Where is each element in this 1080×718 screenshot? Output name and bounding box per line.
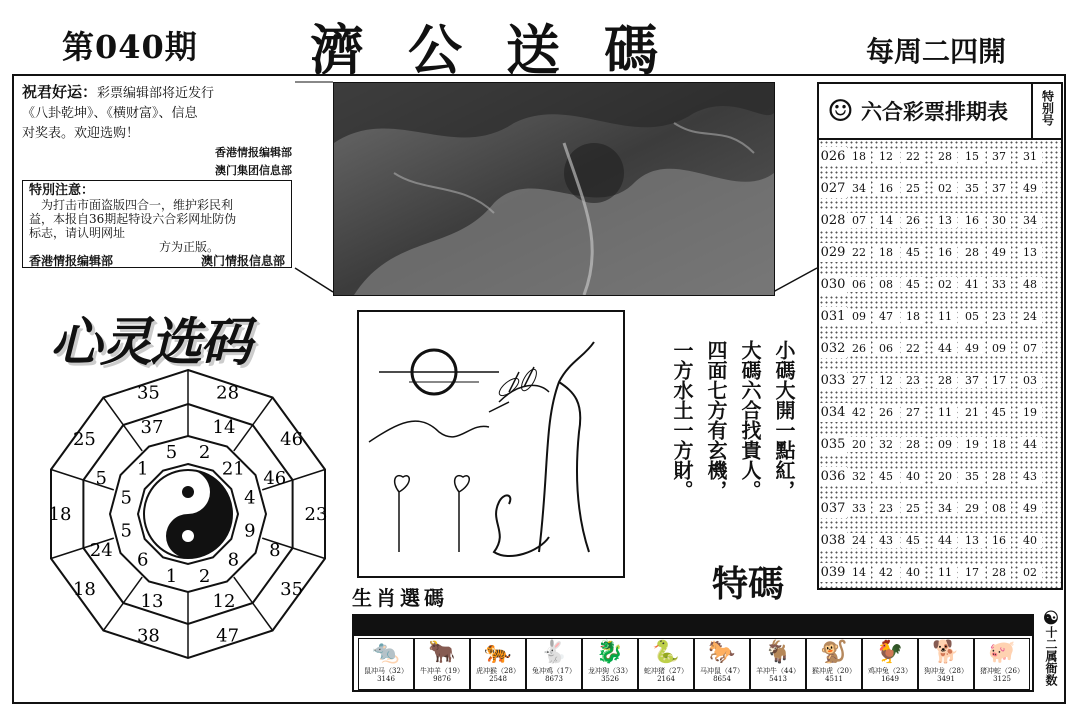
wheel-number-middle: 37 <box>140 417 164 439</box>
number-cell: 40 <box>901 565 925 580</box>
monkey-icon: 🐒 <box>820 640 848 665</box>
special-number-cell: 43 <box>1018 469 1042 484</box>
table-row <box>819 300 1061 332</box>
number-cell: 30 <box>987 213 1011 228</box>
number-cell: 06 <box>874 341 898 356</box>
number-cell: 45 <box>901 245 925 260</box>
zodiac-cell <box>638 638 694 690</box>
wheel-number-inner: 9 <box>244 520 256 542</box>
period-cell: 028 <box>820 212 846 228</box>
number-cell: 18 <box>874 245 898 260</box>
notice-line3: 对奖表。欢迎选购！ <box>22 126 140 141</box>
number-cell: 25 <box>901 501 925 516</box>
number-cell: 27 <box>847 373 871 388</box>
special-number-cell: 07 <box>1018 341 1042 356</box>
special-number-cell: 40 <box>1018 533 1042 548</box>
zodiac-cell <box>414 638 470 690</box>
period-cell: 026 <box>820 148 846 164</box>
number-cell: 26 <box>874 405 898 420</box>
zodiac-cell <box>750 638 806 690</box>
number-cell: 25 <box>901 181 925 196</box>
zodiac-cell <box>358 638 414 690</box>
zodiac-number: 8673 <box>545 675 563 683</box>
number-cell: 45 <box>874 469 898 484</box>
number-cell: 26 <box>847 341 871 356</box>
period-cell: 033 <box>820 372 846 388</box>
number-cell: 16 <box>874 181 898 196</box>
zodiac-label: 羊冲牛（44） <box>756 667 800 675</box>
special-number-cell: 24 <box>1018 309 1042 324</box>
zodiac-cell <box>918 638 974 690</box>
zodiac-label: 猪冲蛇（26） <box>980 667 1024 675</box>
wheel-number-inner: 2 <box>198 565 211 587</box>
notice-signature-1: 香港情报编辑部 <box>215 146 292 159</box>
wheel-number-middle: 24 <box>89 540 113 561</box>
notice-signature-2: 澳门集团信息部 <box>215 164 292 177</box>
wheel-number-outer: 47 <box>216 625 240 647</box>
table-row <box>819 332 1061 364</box>
table-row <box>819 172 1061 204</box>
special-notice-line3: 标志，请认明网址 <box>29 226 126 240</box>
pig-icon: 🐖 <box>988 640 1016 665</box>
number-cell: 12 <box>874 149 898 164</box>
wheel-number-middle: 14 <box>212 417 236 439</box>
zodiac-label: 鸡冲兔（23） <box>868 667 912 675</box>
period-cell: 036 <box>820 468 846 484</box>
rat-icon: 🐀 <box>372 640 400 665</box>
number-cell: 17 <box>987 373 1011 388</box>
wheel-number-outer: 25 <box>72 428 96 450</box>
wheel-number-outer: 28 <box>216 382 240 404</box>
table-row <box>819 140 1061 172</box>
zodiac-cell <box>862 638 918 690</box>
special-number-cell: 34 <box>1018 213 1042 228</box>
zodiac-label: 兔冲鸡（17） <box>532 667 576 675</box>
rooster-icon: 🐓 <box>876 640 904 665</box>
monk-icon: ☺ <box>827 94 854 129</box>
wheel-number-outer: 18 <box>72 579 96 601</box>
number-cell: 22 <box>847 245 871 260</box>
issue-number: 第040期 <box>62 28 198 66</box>
number-cell: 08 <box>874 277 898 292</box>
number-cell: 16 <box>960 213 984 228</box>
number-cell: 29 <box>960 501 984 516</box>
zodiac-number: 3125 <box>993 675 1011 683</box>
special-number-cell: 49 <box>1018 181 1042 196</box>
special-notice-sig-right: 澳门情报信息部 <box>200 254 285 268</box>
number-cell: 41 <box>960 277 984 292</box>
ink-painting-image <box>333 82 775 296</box>
horse-icon: 🐎 <box>708 640 736 665</box>
poem-col-1: 小碼大開一點紅， <box>772 340 796 500</box>
number-cell: 13 <box>960 533 984 548</box>
number-cell: 28 <box>933 373 957 388</box>
wheel-number-middle: 13 <box>140 590 164 612</box>
wheel-number-outer: 35 <box>136 382 160 404</box>
wheel-number-middle: 12 <box>212 590 236 612</box>
poem-col-3: 四面七方有玄機， <box>704 340 728 500</box>
period-cell: 030 <box>820 276 846 292</box>
number-cell: 28 <box>960 245 984 260</box>
number-cell: 12 <box>874 373 898 388</box>
wheel-number-inner: 21 <box>221 458 245 480</box>
table-row <box>819 236 1061 268</box>
dog-icon: 🐕 <box>932 640 960 665</box>
period-cell: 035 <box>820 436 846 452</box>
number-cell: 23 <box>874 501 898 516</box>
number-cell: 19 <box>960 437 984 452</box>
number-cell: 27 <box>901 405 925 420</box>
number-cell: 43 <box>874 533 898 548</box>
number-cell: 44 <box>933 533 957 548</box>
wheel-number-outer: 35 <box>280 579 304 601</box>
ox-icon: 🐂 <box>428 640 456 665</box>
table-row <box>819 492 1061 524</box>
number-cell: 22 <box>901 149 925 164</box>
zodiac-label: 龙冲狗（33） <box>588 667 632 675</box>
period-cell: 029 <box>820 244 846 260</box>
number-cell: 37 <box>987 181 1011 196</box>
wheel-number-inner: 5 <box>120 520 132 542</box>
special-number-cell: 02 <box>1018 565 1042 580</box>
number-cell: 45 <box>987 405 1011 420</box>
draw-frequency: 每周二四開 <box>866 35 1007 68</box>
number-cell: 28 <box>901 437 925 452</box>
number-cell: 02 <box>933 277 957 292</box>
special-notice-sig-left: 香港情报编辑部 <box>29 254 114 268</box>
number-cell: 13 <box>933 213 957 228</box>
table-row <box>819 460 1061 492</box>
number-cell: 20 <box>933 469 957 484</box>
wheel-number-inner: 6 <box>136 549 149 571</box>
zodiac-number: 2164 <box>657 675 675 683</box>
zodiac-cell <box>582 638 638 690</box>
period-cell: 034 <box>820 404 846 420</box>
wheel-number-inner: 4 <box>244 487 256 509</box>
number-cell: 34 <box>847 181 871 196</box>
special-number-cell: 03 <box>1018 373 1042 388</box>
zodiac-cell <box>470 638 526 690</box>
zodiac-number: 5413 <box>769 675 787 683</box>
number-cell: 24 <box>847 533 871 548</box>
number-cell: 21 <box>960 405 984 420</box>
table-row <box>819 428 1061 460</box>
table-row <box>819 524 1061 556</box>
table-grid <box>817 140 1063 590</box>
special-number-cell: 44 <box>1018 437 1042 452</box>
number-cell: 34 <box>933 501 957 516</box>
special-number-cell: 13 <box>1018 245 1042 260</box>
notice-line1: 彩票编辑部将近发行 <box>97 86 215 101</box>
zodiac-number: 4511 <box>825 675 843 683</box>
number-cell: 14 <box>847 565 871 580</box>
number-cell: 16 <box>933 245 957 260</box>
yin-yang-center-icon <box>144 470 232 558</box>
table-title <box>817 82 1033 140</box>
number-cell: 15 <box>960 149 984 164</box>
table-row <box>819 396 1061 428</box>
number-cell: 18 <box>987 437 1011 452</box>
number-cell: 42 <box>847 405 871 420</box>
number-cell: 47 <box>874 309 898 324</box>
wheel-number-inner: 8 <box>227 549 240 571</box>
zodiac-number: 2548 <box>489 675 507 683</box>
snake-icon: 🐍 <box>652 640 680 665</box>
zodiac-label: 马冲鼠（47） <box>700 667 744 675</box>
wheel-number-outer: 38 <box>136 625 160 647</box>
number-cell: 40 <box>901 469 925 484</box>
zodiac-label: 虎冲猴（28） <box>476 667 520 675</box>
special-number-cell: 49 <box>1018 501 1042 516</box>
zodiac-strip-bar <box>354 616 1032 636</box>
number-cell: 23 <box>987 309 1011 324</box>
zodiac-label: 鼠冲马（32） <box>364 667 408 675</box>
number-cell: 02 <box>933 181 957 196</box>
number-cell: 22 <box>901 341 925 356</box>
wheel-number-outer: 23 <box>304 504 328 525</box>
zodiac-number: 3526 <box>601 675 619 683</box>
zodiac-number: 3491 <box>937 675 955 683</box>
wheel-number-inner: 2 <box>198 442 211 464</box>
table-row <box>819 268 1061 300</box>
zodiac-number: 8654 <box>713 675 731 683</box>
number-cell: 44 <box>933 341 957 356</box>
zodiac-number: 1649 <box>881 675 899 683</box>
table-row <box>819 556 1061 588</box>
number-cell: 16 <box>987 533 1011 548</box>
goat-icon: 🐐 <box>764 640 792 665</box>
number-cell: 05 <box>960 309 984 324</box>
zodiac-number: 9876 <box>433 675 451 683</box>
dragon-icon: 🐉 <box>596 640 624 665</box>
zodiac-label: 猴冲虎（20） <box>812 667 856 675</box>
period-cell: 032 <box>820 340 846 356</box>
zodiac-cell <box>974 638 1030 690</box>
number-cell: 49 <box>960 341 984 356</box>
wheel-number-inner: 5 <box>165 442 178 464</box>
number-cell: 32 <box>847 469 871 484</box>
wheel-number-outer: 46 <box>280 428 304 450</box>
number-cell: 45 <box>901 533 925 548</box>
number-cell: 11 <box>933 565 957 580</box>
table-row <box>819 364 1061 396</box>
tiger-icon: 🐅 <box>484 640 512 665</box>
bagua-wheel <box>42 368 334 660</box>
wheel-number-middle: 8 <box>269 540 281 561</box>
table-row <box>819 204 1061 236</box>
zodiac-number: 3146 <box>377 675 395 683</box>
wheel-number-middle: 46 <box>263 468 287 489</box>
number-cell: 33 <box>987 277 1011 292</box>
number-cell: 28 <box>933 149 957 164</box>
number-cell: 17 <box>960 565 984 580</box>
number-cell: 28 <box>987 469 1011 484</box>
special-notice-line4: 方为正版。 <box>159 240 220 254</box>
number-cell: 06 <box>847 277 871 292</box>
special-number-cell: 19 <box>1018 405 1042 420</box>
number-cell: 11 <box>933 405 957 420</box>
number-cell: 23 <box>901 373 925 388</box>
zodiac-cell <box>694 638 750 690</box>
number-cell: 37 <box>960 373 984 388</box>
number-cell: 45 <box>901 277 925 292</box>
notice-heading: 祝君好运： <box>22 83 98 101</box>
special-notice-heading: 特別注意： <box>29 183 95 198</box>
special-number-cell: 48 <box>1018 277 1042 292</box>
poem-col-2: 大碼六合找貴人。 <box>738 340 762 500</box>
wheel-number-inner: 5 <box>120 487 132 509</box>
zodiac-scene-image <box>357 310 625 578</box>
period-cell: 027 <box>820 180 846 196</box>
zodiac-label: 蛇冲猪（27） <box>644 667 688 675</box>
zodiac-cell <box>806 638 862 690</box>
wheel-number-outer: 18 <box>48 504 72 525</box>
notice-line2: 《八卦乾坤》、《横财富》、信息 <box>22 106 198 121</box>
zodiac-label: 狗冲龙（28） <box>924 667 968 675</box>
number-cell: 18 <box>901 309 925 324</box>
number-cell: 09 <box>987 341 1011 356</box>
number-cell: 35 <box>960 181 984 196</box>
number-cell: 11 <box>933 309 957 324</box>
number-cell: 33 <box>847 501 871 516</box>
number-cell: 49 <box>987 245 1011 260</box>
number-cell: 32 <box>874 437 898 452</box>
draw-schedule-table <box>817 82 1063 596</box>
number-cell: 08 <box>987 501 1011 516</box>
special-number-header: 特别号 <box>1033 82 1063 140</box>
number-cell: 09 <box>933 437 957 452</box>
bagua-title: 心灵选码 <box>50 312 251 373</box>
number-cell: 37 <box>987 149 1011 164</box>
wheel-number-inner: 1 <box>136 458 149 480</box>
number-cell: 26 <box>901 213 925 228</box>
special-code-label: 特碼 <box>712 563 785 605</box>
rabbit-icon: 🐇 <box>540 640 568 665</box>
number-cell: 35 <box>960 469 984 484</box>
special-notice-line1: 为打击市面盗版四合一，维护彩民利 <box>41 198 234 212</box>
wheel-number-middle: 5 <box>95 468 107 489</box>
period-cell: 038 <box>820 532 846 548</box>
number-cell: 20 <box>847 437 871 452</box>
number-cell: 14 <box>874 213 898 228</box>
number-cell: 07 <box>847 213 871 228</box>
period-cell: 039 <box>820 564 846 580</box>
zodiac-title: 生肖選碼 <box>352 586 448 610</box>
zodiac-cell <box>526 638 582 690</box>
number-cell: 42 <box>874 565 898 580</box>
number-cell: 28 <box>987 565 1011 580</box>
twelve-zodiac-label: ☯ 十二属衙数 <box>1036 612 1066 689</box>
yin-yang-icon: ☯ <box>1042 608 1060 629</box>
number-cell: 09 <box>847 309 871 324</box>
table-title-text: 六合彩票排期表 <box>861 99 1008 124</box>
zodiac-strip <box>352 614 1034 692</box>
wheel-number-inner: 1 <box>165 565 178 587</box>
special-notice-line2: 益，本报自36期起特设六合彩网址防伪 <box>29 212 237 226</box>
period-cell: 037 <box>820 500 846 516</box>
poem-col-4: 一方水土一方財。 <box>670 340 694 500</box>
zodiac-label: 牛冲羊（19） <box>420 667 464 675</box>
period-cell: 031 <box>820 308 846 324</box>
special-number-cell: 31 <box>1018 149 1042 164</box>
page-title: 濟公送碼 <box>310 18 702 82</box>
number-cell: 18 <box>847 149 871 164</box>
